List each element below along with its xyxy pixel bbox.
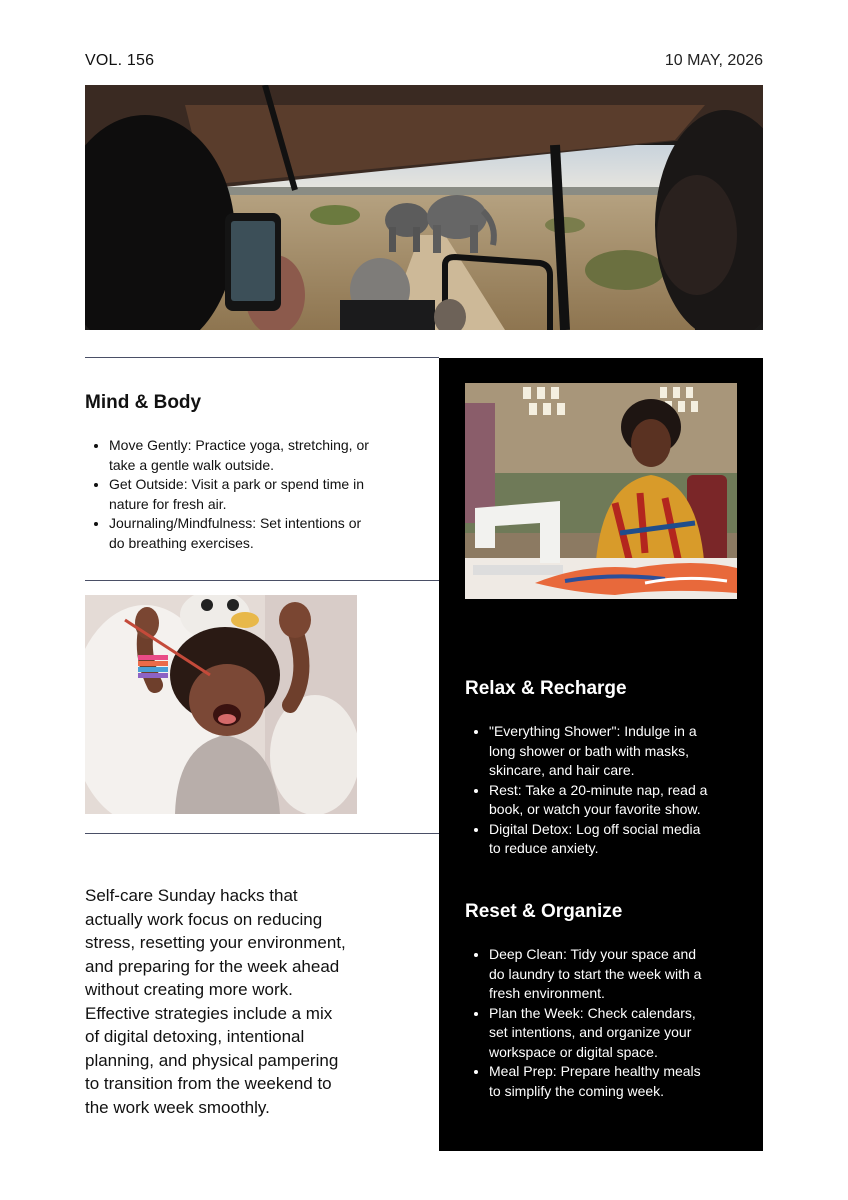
photo-laughing-child xyxy=(85,595,357,814)
photo-seamstress xyxy=(465,383,737,599)
list-item: • "Everything Shower": Indulge in a long shower or bath with masks, skincare, and hair care. xyxy=(489,722,713,781)
list-item: • Deep Clean: Tidy your space and do laundry to start the week with a fresh environment. xyxy=(489,945,713,1004)
list-item: • Meal Prep: Prepare healthy meals to simplify the coming week. xyxy=(489,1062,713,1101)
reset-organize-list xyxy=(465,945,713,1101)
intro-paragraph: Self-care Sunday hacks that actually work focus on reducing stress, resetting your environment, and preparing for the week ahead without creating more work. Effective strategies include a mix of digital detoxing, intentional planning, and physical pampering to transition from the weekend to the work week smoothly. xyxy=(85,886,346,1117)
list-item: • Rest: Take a 20-minute nap, read a book, or watch your favorite show. xyxy=(489,781,713,820)
section-title-reset-organize: Reset & Organize xyxy=(465,901,623,922)
list-item: • Journaling/Mindfulness: Set intentions or do breathing exercises. xyxy=(109,514,379,553)
divider-middle xyxy=(85,580,439,581)
volume-label: VOL. 156 xyxy=(85,52,155,69)
list-item: • Get Outside: Visit a park or spend time in nature for fresh air. xyxy=(109,475,379,514)
section-title-relax-recharge: Relax & Recharge xyxy=(465,678,627,699)
section-title-mind-body: Mind & Body xyxy=(85,392,202,413)
hero-photo-safari xyxy=(85,85,763,330)
relax-recharge-list xyxy=(465,722,713,859)
divider-bottom xyxy=(85,833,439,834)
list-item: • Move Gently: Practice yoga, stretching, or take a gentle walk outside. xyxy=(109,436,379,475)
mind-body-list xyxy=(85,436,379,553)
list-item: • Digital Detox: Log off social media to reduce anxiety. xyxy=(489,820,713,859)
list-item: • Plan the Week: Check calendars, set intentions, and organize your workspace or digital space. xyxy=(489,1004,713,1063)
divider-top xyxy=(85,357,439,358)
issue-date: 10 MAY, 2026 xyxy=(664,52,763,69)
